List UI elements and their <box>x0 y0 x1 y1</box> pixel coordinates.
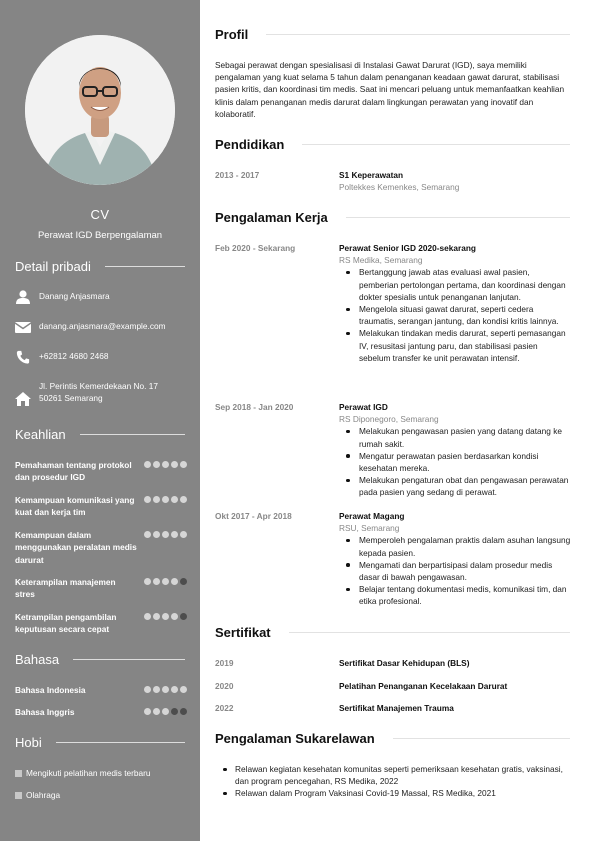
rating-dot-empty <box>180 578 187 585</box>
rating-dot-filled <box>171 496 178 503</box>
divider <box>289 632 570 633</box>
hobbies-heading <box>15 735 185 750</box>
list-item: Belajar tentang dokumentasi medis, komunikasi tim, dan etika profesional. <box>339 583 571 607</box>
list-item: Mengatur perawatan pasien berdasarkan kondisi kesehatan mereka. <box>339 450 571 474</box>
rating-dot-filled <box>144 613 151 620</box>
divider <box>80 434 185 435</box>
rating-dot-filled <box>153 578 160 585</box>
rating-dot-empty <box>180 613 187 620</box>
detail-heading-text: Detail pribadi <box>15 259 91 274</box>
skill-item <box>15 611 187 636</box>
skill-item <box>15 529 187 566</box>
language-item <box>15 706 187 718</box>
skill-item <box>15 459 187 484</box>
skill-rating <box>144 531 187 538</box>
list-item: Relawan dalam Program Vaksinasi Covid-19 Massal, RS Medika, 2021 <box>215 787 570 799</box>
employer: RS Diponegoro, Semarang <box>339 414 439 425</box>
phone-icon <box>15 350 31 364</box>
experience-date: Sep 2018 - Jan 2020 <box>215 402 294 412</box>
list-item: Memperoleh pengalaman praktis dalam asuhan langsung kepada pasien. <box>339 534 571 558</box>
skill-label: Pemahaman tentang protokol dan prosedur IGD <box>15 460 132 483</box>
responsibilities-list <box>339 425 571 498</box>
profile-heading-text: Profil <box>215 27 249 42</box>
divider <box>105 266 185 267</box>
education-heading <box>215 137 570 152</box>
education-institution: Poltekkes Kemenkes, Semarang <box>339 182 460 193</box>
language-item <box>15 684 187 696</box>
list-item: Melakukan pengaturan obat dan pengawasan perawatan pada pasien yang sedang di perawat. <box>339 474 571 498</box>
language-rating <box>144 686 187 693</box>
certificate-name: Sertifikat Manajemen Trauma <box>339 703 454 713</box>
rating-dot-filled <box>153 531 160 538</box>
rating-dot-filled <box>171 531 178 538</box>
skills-heading <box>15 427 185 442</box>
rating-dot-filled <box>162 686 169 693</box>
profile-photo <box>25 35 175 185</box>
skills-heading-text: Keahlian <box>15 427 66 442</box>
hobby-label: Mengikuti pelatihan medis terbaru <box>26 768 151 778</box>
rating-dot-filled <box>153 496 160 503</box>
skill-rating <box>144 613 187 620</box>
education-title: S1 Keperawatan <box>339 170 404 180</box>
education-date: 2013 - 2017 <box>215 170 260 180</box>
list-item: Melakukan tindakan medis darurat, seperti pemasangan IV, resusitasi jantung paru, dan stabilisasi pasien sebelum transfer ke unit perawatan intensif. <box>339 327 571 364</box>
rating-dot-filled <box>180 461 187 468</box>
rating-dot-filled <box>144 531 151 538</box>
contact-address-text: Jl. Perintis Kemerdekaan No. 17 50261 Semarang <box>39 381 158 403</box>
list-item: Bertanggung jawab atas evaluasi awal pasien, pemberian pertolongan pertama, dan koordinasi dengan dokter spesialis untuk penanganan lanjutan. <box>339 266 571 303</box>
divider <box>56 742 185 743</box>
employer: RSU, Semarang <box>339 523 400 534</box>
languages-heading-text: Bahasa <box>15 652 60 667</box>
responsibilities-list <box>339 266 571 364</box>
skill-label: Keterampilan manajemen stres <box>15 577 116 600</box>
rating-dot-filled <box>162 613 169 620</box>
rating-dot-filled <box>144 578 151 585</box>
experience-entry <box>339 242 571 364</box>
hobby-label: Olahraga <box>26 790 61 800</box>
cv-title: CV <box>90 207 110 222</box>
rating-dot-filled <box>180 531 187 538</box>
education-heading-text: Pendidikan <box>215 137 285 152</box>
hobby-item <box>15 768 151 778</box>
certificate-name: Sertifikat Dasar Kehidupan (BLS) <box>339 658 470 668</box>
square-bullet-icon <box>15 770 22 777</box>
rating-dot-filled <box>180 686 187 693</box>
sidebar <box>0 0 200 841</box>
contact-email <box>15 320 190 334</box>
skill-label: Ketrampilan pengambilan keputusan secara cepat <box>15 612 117 635</box>
rating-dot-filled <box>180 496 187 503</box>
divider <box>266 34 570 35</box>
home-icon <box>15 380 31 394</box>
skill-label: Kemampuan komunikasi yang kuat dan kerja tim <box>15 495 135 518</box>
education-entry <box>339 169 571 193</box>
email-icon <box>15 320 31 334</box>
skill-item <box>15 494 187 519</box>
certificate-year: 2019 <box>215 658 234 668</box>
certificate-year: 2020 <box>215 681 234 691</box>
contact-phone-text: +62812 4680 2468 <box>39 351 109 361</box>
rating-dot-filled <box>153 708 160 715</box>
skill-rating <box>144 461 187 468</box>
rating-dot-filled <box>153 461 160 468</box>
contact-email-text: danang.anjasmara@example.com <box>39 321 166 331</box>
volunteer-heading <box>215 731 570 746</box>
list-item: Mengamati dan berpartisipasi dalam prosedur medis dasar di bawah pengawasan. <box>339 559 571 583</box>
job-title: Perawat Magang <box>339 511 405 521</box>
certificates-heading <box>215 625 570 640</box>
detail-heading <box>15 259 185 274</box>
skill-item <box>15 576 187 601</box>
rating-dot-filled <box>171 686 178 693</box>
rating-dot-empty <box>171 708 178 715</box>
rating-dot-filled <box>162 461 169 468</box>
rating-dot-filled <box>144 708 151 715</box>
hobby-item <box>15 790 60 800</box>
experience-entry <box>339 510 571 608</box>
volunteer-heading-text: Pengalaman Sukarelawan <box>215 731 375 746</box>
language-rating <box>144 708 187 715</box>
employer: RS Medika, Semarang <box>339 255 423 266</box>
rating-dot-filled <box>171 461 178 468</box>
experience-heading-text: Pengalaman Kerja <box>215 210 328 225</box>
contact-name-text: Danang Anjasmara <box>39 291 110 301</box>
list-item: Melakukan pengawasan pasien yang datang datang ke rumah sakit. <box>339 425 571 449</box>
rating-dot-filled <box>162 531 169 538</box>
responsibilities-list <box>339 534 571 607</box>
list-item: Relawan kegiatan kesehatan komunitas seperti pemeriksaan kesehatan gratis, vaksinasi, dan program pencegahan, RS Medika, 2022 <box>215 763 570 787</box>
experience-heading <box>215 210 570 225</box>
rating-dot-filled <box>153 686 160 693</box>
square-bullet-icon <box>15 792 22 799</box>
divider <box>393 738 570 739</box>
skill-label: Kemampuan dalam menggunakan peralatan medis darurat <box>15 530 137 565</box>
language-label: Bahasa Inggris <box>15 707 75 717</box>
rating-dot-filled <box>144 461 151 468</box>
rating-dot-filled <box>171 578 178 585</box>
job-title: Perawat Senior IGD 2020-sekarang <box>339 243 476 253</box>
rating-dot-filled <box>162 708 169 715</box>
job-subtitle: Perawat IGD Berpengalaman <box>37 230 163 241</box>
contact-address <box>15 380 190 404</box>
skill-rating <box>144 578 187 585</box>
rating-dot-empty <box>180 708 187 715</box>
job-title: Perawat IGD <box>339 402 388 412</box>
experience-date: Okt 2017 - Apr 2018 <box>215 511 292 521</box>
divider <box>73 659 185 660</box>
rating-dot-filled <box>171 613 178 620</box>
contact-name <box>15 290 190 304</box>
profile-heading <box>215 27 570 42</box>
certificate-name: Pelatihan Penanganan Kecelakaan Darurat <box>339 681 508 691</box>
divider <box>346 217 570 218</box>
rating-dot-filled <box>144 496 151 503</box>
person-icon <box>15 290 31 304</box>
skill-rating <box>144 496 187 503</box>
languages-heading <box>15 652 185 667</box>
rating-dot-filled <box>144 686 151 693</box>
profile-summary: Sebagai perawat dengan spesialisasi di Instalasi Gawat Darurat (IGD), saya memiliki pengalaman yang kuat selama 5 tahun dalam penanganan keadaan gawat darurat, stabilisasi pasien kritis, dan koordinasi tim medis. Saat ini mencari peluang untuk memanfaatkan keahlian klinis dalam penanganan medis darurat dalam lingkungan perawatan yang inovatif dan kolaboratif. <box>215 60 565 119</box>
experience-entry <box>339 401 571 499</box>
divider <box>302 144 570 145</box>
rating-dot-filled <box>162 578 169 585</box>
certificates-heading-text: Sertifikat <box>215 625 271 640</box>
experience-date: Feb 2020 - Sekarang <box>215 243 296 253</box>
contact-phone <box>15 350 190 364</box>
main-content <box>200 0 595 841</box>
rating-dot-filled <box>162 496 169 503</box>
language-label: Bahasa Indonesia <box>15 685 86 695</box>
rating-dot-filled <box>153 613 160 620</box>
certificate-year: 2022 <box>215 703 234 713</box>
list-item: Mengelola situasi gawat darurat, seperti cedera traumatis, serangan jantung, dan kondisi kritis lainnya. <box>339 303 571 327</box>
volunteer-list <box>215 763 570 800</box>
hobbies-heading-text: Hobi <box>15 735 42 750</box>
